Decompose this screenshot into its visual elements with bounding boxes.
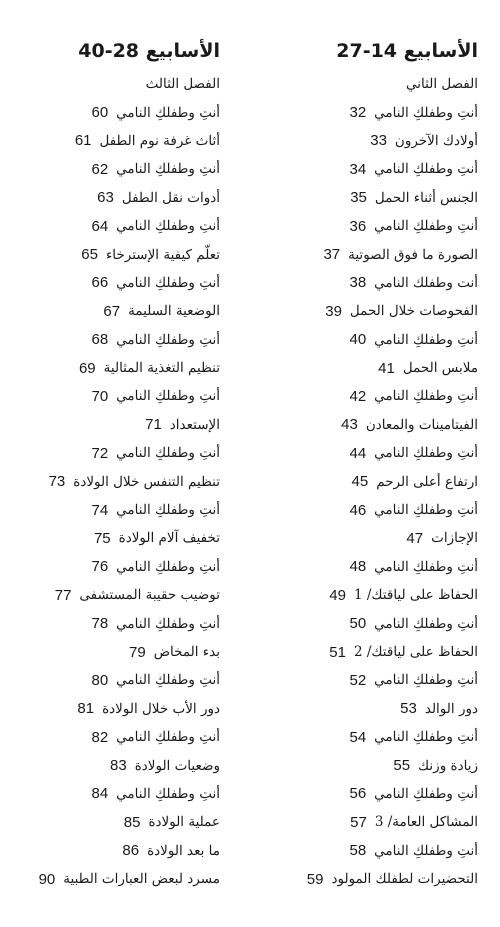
- entry-title: أنتِ وطفلكِ النامي: [116, 672, 220, 689]
- toc-entry: [260, 184, 478, 212]
- page-number: 76: [91, 558, 109, 576]
- page-number: 38: [349, 274, 367, 292]
- entry-title: أنتِ وطفلكِ النامي: [116, 558, 220, 575]
- entry-title: أنتِ وطفلكِ النامي: [374, 785, 478, 802]
- toc-entry: [260, 808, 478, 836]
- page-number: 47: [406, 529, 424, 547]
- page-number: 57: [350, 813, 367, 831]
- page-number: 70: [91, 387, 109, 405]
- entry-title: أثاث غرفة نوم الطفل: [99, 132, 220, 149]
- toc-entry: [2, 297, 220, 325]
- entry-title: أنتِ وطفلكِ النامي: [374, 445, 478, 462]
- page-number: 82: [91, 728, 109, 746]
- page-number: 65: [81, 246, 98, 264]
- entry-title: توضيب حقيبة المستشفى: [79, 587, 220, 604]
- page-number: 51: [329, 643, 346, 661]
- entry-title: أنتِ وطفلكِ النامي: [116, 729, 220, 746]
- toc-entry: [2, 837, 220, 865]
- entry-title: أنتِ وطفلكِ النامي: [374, 615, 478, 632]
- page-number: 79: [129, 643, 146, 661]
- toc-entry: [260, 865, 478, 893]
- entry-title: أنتِ وطفلكِ النامي: [374, 161, 478, 178]
- page-number: 42: [349, 387, 367, 405]
- page-number: 61: [74, 132, 92, 150]
- chapter-heading: الفصل الثالث: [145, 76, 220, 92]
- entry-title: أنتِ وطفلكِ النامي: [374, 502, 478, 519]
- entry-title: أنتِ وطفلكِ النامي: [116, 615, 220, 632]
- page-number: 63: [97, 189, 114, 207]
- toc-entry: [260, 723, 478, 751]
- page-number: 85: [123, 813, 141, 831]
- toc-entry: [2, 184, 220, 212]
- page-number: 84: [91, 785, 109, 803]
- entry-title: أنتِ وطفلكِ النامي: [374, 842, 478, 859]
- toc-entry: [260, 780, 478, 808]
- page-number: 60: [91, 104, 109, 122]
- entry-title: أنتِ وطفلكِ النامي: [374, 729, 478, 746]
- page-number: 72: [91, 444, 109, 462]
- toc-entry: [260, 467, 478, 495]
- contents-column-weeks-28-40: [2, 34, 220, 893]
- entry-title: تنظيم التغذية المثالية: [103, 360, 220, 377]
- toc-entry: [260, 581, 478, 609]
- entry-title: دور الوالد: [424, 700, 478, 717]
- toc-entry: [2, 553, 220, 581]
- toc-entry: [2, 212, 220, 240]
- page-number: 44: [349, 444, 367, 462]
- page-number: 32: [349, 104, 367, 122]
- page-number: 74: [91, 501, 109, 519]
- entry-title: أدوات نقل الطفل: [121, 189, 220, 206]
- page-number: 86: [122, 842, 140, 860]
- toc-entry: [260, 496, 478, 524]
- entry-title: أنتِ وطفلكِ النامي: [116, 274, 220, 291]
- page-number: 59: [306, 870, 324, 888]
- toc-entry: [260, 326, 478, 354]
- entry-title: أنتِ وطفلكِ النامي: [116, 785, 220, 802]
- page-number: 80: [91, 671, 109, 689]
- page-number: 78: [91, 615, 109, 633]
- contents-column-weeks-14-27: [260, 34, 478, 893]
- toc-entry: [2, 666, 220, 694]
- page-number: 48: [349, 558, 367, 576]
- entry-title: التحضيرات لطفلك المولود: [331, 871, 478, 888]
- page-number: 37: [323, 246, 341, 264]
- page-number: 77: [54, 586, 72, 604]
- entry-title: الحفاظ على لياقتك/ 1: [353, 587, 478, 604]
- entry-title: أنتِ وطفلكِ النامي: [374, 104, 478, 121]
- toc-entry: [260, 524, 478, 552]
- toc-entry: [2, 496, 220, 524]
- page-number: 67: [103, 302, 121, 320]
- entry-title: أنتِ وطفلكِ النامي: [116, 388, 220, 405]
- page-number: 36: [349, 217, 367, 235]
- entry-title: الفحوصات خلال الحمل: [349, 303, 478, 320]
- page-number: 75: [93, 529, 111, 547]
- entry-title: الصورة ما فوق الصوتية: [348, 246, 478, 263]
- toc-entry: [260, 354, 478, 382]
- entry-title: دور الأب خلال الولادة: [102, 700, 220, 717]
- page-number: 46: [349, 501, 367, 519]
- page-number: 73: [48, 473, 66, 491]
- toc-entry: [260, 411, 478, 439]
- toc-entry: [2, 723, 220, 751]
- entry-title: مسرد لبعض العبارات الطبية: [63, 871, 220, 888]
- toc-entry: [260, 127, 478, 155]
- toc-entry: [260, 751, 478, 779]
- page-number: 81: [77, 700, 95, 718]
- page-number: 69: [78, 359, 96, 377]
- entry-title: وضعيات الولادة: [134, 757, 220, 774]
- entry-title: أنتِ وطفلكِ النامي: [374, 388, 478, 405]
- page-number: 71: [145, 416, 162, 434]
- entry-title: الإستعداد: [169, 416, 220, 433]
- toc-entry: [260, 240, 478, 268]
- page-number: 55: [393, 757, 411, 775]
- entry-title: تنظيم التنفس خلال الولادة: [73, 473, 220, 490]
- toc-entry: [260, 439, 478, 467]
- column-title: الأسابيع 28-40: [78, 40, 220, 62]
- toc-entry: [260, 666, 478, 694]
- page-number: 68: [91, 331, 109, 349]
- toc-entry: [2, 865, 220, 893]
- entry-title: الإجازات: [431, 530, 478, 547]
- toc-entry: [260, 297, 478, 325]
- page-number: 56: [349, 785, 367, 803]
- entry-title: الفيتامينات والمعادن: [365, 416, 478, 433]
- toc-entry: [2, 524, 220, 552]
- toc-entry: [2, 98, 220, 126]
- page-number: 54: [349, 728, 367, 746]
- page-number: 62: [91, 160, 109, 178]
- toc-entry: [260, 638, 478, 666]
- page-number: 39: [325, 302, 342, 320]
- page-number: 83: [110, 757, 127, 775]
- toc-entry: [2, 439, 220, 467]
- toc-entry: [2, 240, 220, 268]
- toc-entry: [2, 751, 220, 779]
- page-number: 34: [349, 160, 367, 178]
- toc-entry: [2, 581, 220, 609]
- toc-entry: [260, 695, 478, 723]
- entry-title: أنتِ وطفلكِ النامي: [116, 104, 220, 121]
- entry-title: أنتِ وطفلكِ النامي: [374, 218, 478, 235]
- page-number: 41: [378, 359, 395, 377]
- entry-title: أنتِ وطفلكِ النامي: [374, 331, 478, 348]
- entry-title: ما بعد الولادة: [147, 842, 220, 859]
- toc-entry: [260, 837, 478, 865]
- page-number: 52: [349, 671, 367, 689]
- page-number: 40: [349, 331, 367, 349]
- entry-title: المشاكل العامة/ 3: [374, 814, 478, 831]
- toc-entry: [2, 467, 220, 495]
- toc-entry: [2, 382, 220, 410]
- toc-entry: [2, 354, 220, 382]
- entry-title: عملية الولادة: [148, 814, 220, 831]
- page-number: 58: [349, 842, 367, 860]
- entry-title: أنتِ وطفلكِ النامي: [374, 672, 478, 689]
- page-number: 33: [370, 132, 387, 150]
- entry-title: تخفيف آلام الولادة: [118, 530, 220, 547]
- entry-title: أولادك الآخرون: [394, 132, 478, 149]
- chapter-heading: الفصل الثاني: [406, 76, 478, 92]
- toc-entry: [260, 553, 478, 581]
- toc-entry: [2, 638, 220, 666]
- entry-title: بدء المخاض: [153, 644, 220, 660]
- toc-entry: [2, 808, 220, 836]
- entry-title: أنتِ وطفلكِ النامي: [116, 331, 220, 348]
- page-number: 66: [91, 274, 109, 292]
- page-number: 35: [350, 189, 367, 207]
- entry-title: الجنس أثناء الحمل: [374, 189, 478, 206]
- entry-title: ملابس الحمل: [402, 360, 478, 377]
- page-number: 45: [351, 473, 369, 491]
- page-number: 90: [38, 870, 56, 888]
- toc-entry: [2, 695, 220, 723]
- toc-entry: [2, 326, 220, 354]
- page-number: 50: [349, 615, 367, 633]
- toc-entry: [260, 382, 478, 410]
- page-number: 64: [91, 217, 109, 235]
- entry-title: ارتفاع أعلى الرحم: [376, 473, 478, 490]
- entry-title: تعلّم كيفية الإسترخاء: [105, 246, 220, 263]
- entry-title: أنتِ وطفلكِ النامي: [116, 161, 220, 178]
- toc-entry: [2, 127, 220, 155]
- toc-entry: [2, 609, 220, 637]
- column-title: الأسابيع 14-27: [336, 40, 478, 62]
- entry-title: أنتِ وطفلكِ النامي: [116, 502, 220, 519]
- entry-title: الحفاظ على لياقتك/ 2: [353, 644, 478, 660]
- entry-title: الوضعية السليمة: [128, 303, 220, 320]
- toc-entry: [2, 780, 220, 808]
- toc-entry: [260, 155, 478, 183]
- page-number: 43: [341, 416, 358, 434]
- toc-entry: [2, 155, 220, 183]
- toc-entry: [260, 212, 478, 240]
- page-number: 53: [400, 700, 417, 718]
- toc-entry: [260, 98, 478, 126]
- toc-entry: [260, 609, 478, 637]
- toc-entry: [2, 411, 220, 439]
- entry-title: أنتِ وطفلكِ النامي: [116, 218, 220, 235]
- entry-title: زيادة وزنك: [418, 757, 478, 774]
- toc-entry: [260, 269, 478, 297]
- toc-entry: [2, 269, 220, 297]
- entry-title: أنتِ وطفلكِ النامي: [116, 445, 220, 462]
- entry-title: أنتِ وطفلكِ النامي: [374, 558, 478, 575]
- page-number: 49: [329, 586, 346, 604]
- entry-title: أنت وطفلك النامي: [374, 274, 478, 291]
